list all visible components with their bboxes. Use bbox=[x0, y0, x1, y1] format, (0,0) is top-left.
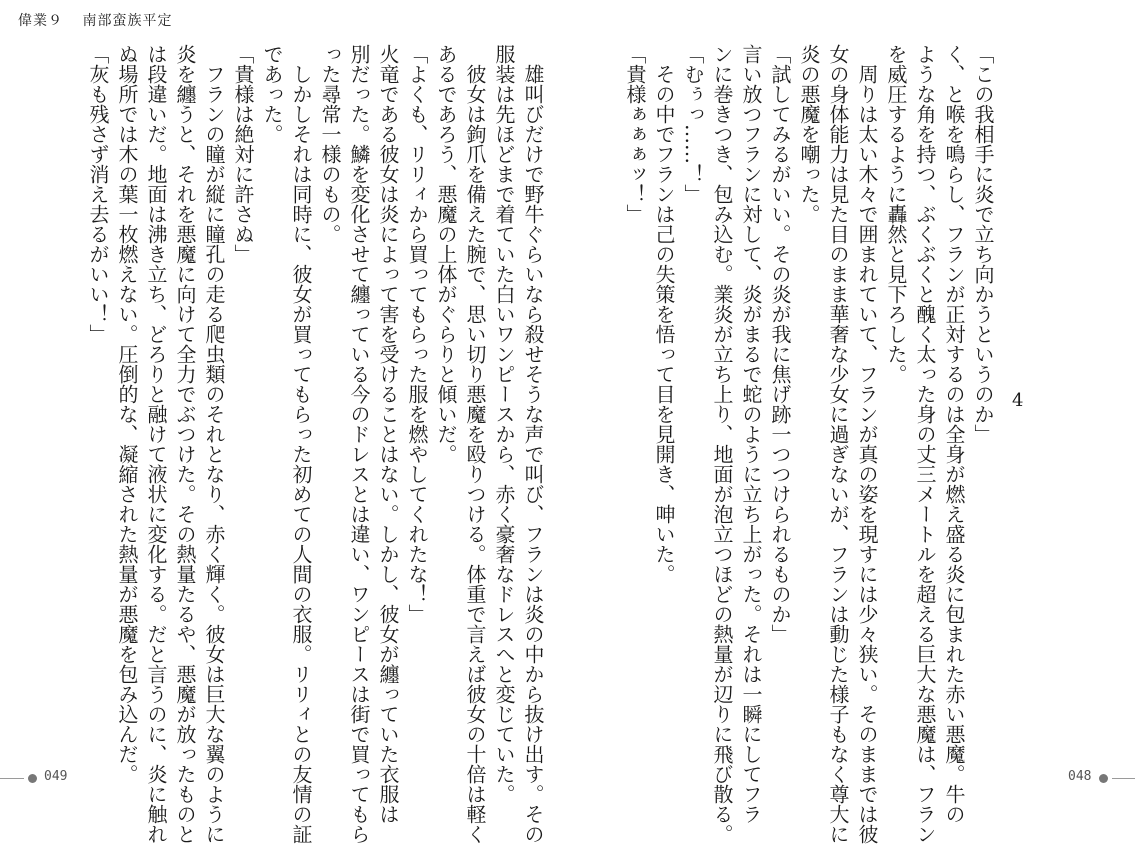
text-column-12: その中でフランは己の失策を悟って目を見開き、呻いた。 bbox=[652, 64, 676, 584]
text-column-28: ぬ場所では木の葉一枚燃えない。圧倒的な、凝縮された熱量が悪魔を包み込んだ。 bbox=[115, 44, 139, 784]
text-column-21: った尋常一様のもの。 bbox=[318, 44, 342, 244]
footer-rule-left-outer bbox=[0, 778, 24, 779]
text-column-2: く、と喉を鳴らし、フランが正対するのは全身が燃え盛る炎に包まれた赤い悪魔。牛の bbox=[942, 44, 966, 824]
text-column-16: 彼女は鉤爪を備えた腕で、思い切り悪魔を殴りつける。体重で言えば彼女の十倍は軽く bbox=[463, 64, 487, 844]
footer-dot-right bbox=[1099, 774, 1108, 783]
text-column-18: 「よくも、リリィから買ってもらった服を燃やしてくれたな！」 bbox=[405, 44, 429, 624]
footer-dot-left bbox=[28, 774, 37, 783]
text-column-8: 「試してみるがいい。その炎が我に焦げ跡一つつけられるものか」 bbox=[768, 44, 792, 644]
text-column-26: 炎を纏うと、それを悪魔に向けて全力でぶつけた。その熱量たるや、悪魔が放ったものと bbox=[173, 44, 197, 844]
text-column-4: を威圧するように轟然と見下ろした。 bbox=[884, 44, 908, 384]
text-column-29: 「灰も残さず消え去るがいい！」 bbox=[86, 44, 110, 344]
page-number-right: 048 bbox=[1068, 769, 1092, 784]
section-number: 4 bbox=[1012, 390, 1024, 411]
text-column-6: 女の身体能力は見た目のまま華奢な少女に過ぎないが、フランは動じた様子もなく尊大に bbox=[826, 44, 850, 844]
text-column-7: 炎の悪魔を嘲った。 bbox=[797, 44, 821, 224]
text-column-25: フランの瞳が縦に瞳孔の走る爬虫類のそれとなり、赤く輝く。彼女は巨大な翼のように bbox=[202, 64, 226, 844]
chapter-title: 南部蛮族平定 bbox=[82, 13, 173, 29]
text-column-17: あるであろう、悪魔の上体がぐらりと傾いだ。 bbox=[434, 44, 458, 464]
text-column-14: 雄叫びだけで野牛ぐらいなら殺せそうな声で叫び、フランは炎の中から抜け出す。その bbox=[521, 64, 545, 844]
text-column-11: 「むぅっ……！」 bbox=[681, 44, 705, 204]
text-column-15: 服装は先ほどまで着ていた白いワンピースから、赤く豪奢なドレスへと変じていた。 bbox=[492, 44, 516, 804]
text-column-20: 別だった。鱗を変化させて纏っている今のドレスとは違い、ワンピースは街で買ってもら bbox=[347, 44, 371, 844]
text-column-24: 「貴様は絶対に許さぬ」 bbox=[231, 44, 255, 264]
text-column-9: 言い放つフランに対して、炎がまるで蛇のように立ち上がった。それは一瞬にしてフラ bbox=[739, 44, 763, 824]
page-number-left: 049 bbox=[44, 769, 68, 784]
text-column-5: 周りは太い木々で囲まれていて、フランが真の姿を現すには少々狭い。そのままでは彼 bbox=[855, 64, 879, 844]
text-column-19: 火竜である彼女は炎によって害を受けることはない。しかし、彼女が纏っていた衣服は bbox=[376, 44, 400, 824]
footer-rule-right-outer bbox=[1112, 778, 1135, 779]
text-column-27: は段違いだ。地面は沸き立ち、どろりと融けて液状に変化する。だと言うのに、炎に触れ bbox=[144, 44, 168, 844]
text-column-22: しかしそれは同時に、彼女が買ってもらった初めての人間の衣服。リリィとの友情の証 bbox=[289, 64, 313, 844]
running-header bbox=[18, 10, 186, 30]
text-column-10: ンに巻きつき、包み込む。業炎が立ち上り、地面が泡立つほどの熱量が辺りに飛び散る。 bbox=[710, 44, 734, 844]
chapter-label: 偉業９ bbox=[18, 13, 63, 29]
text-column-13: 「貴様ぁぁぁッ！」 bbox=[623, 44, 647, 224]
text-column-3: ような角を持つ、ぶくぶくと醜く太った身の丈三メートルを超える巨大な悪魔は、フラン bbox=[913, 44, 937, 844]
text-column-23: であった。 bbox=[260, 44, 284, 144]
text-column-1: 「この我相手に炎で立ち向かうというのか」 bbox=[971, 44, 995, 444]
